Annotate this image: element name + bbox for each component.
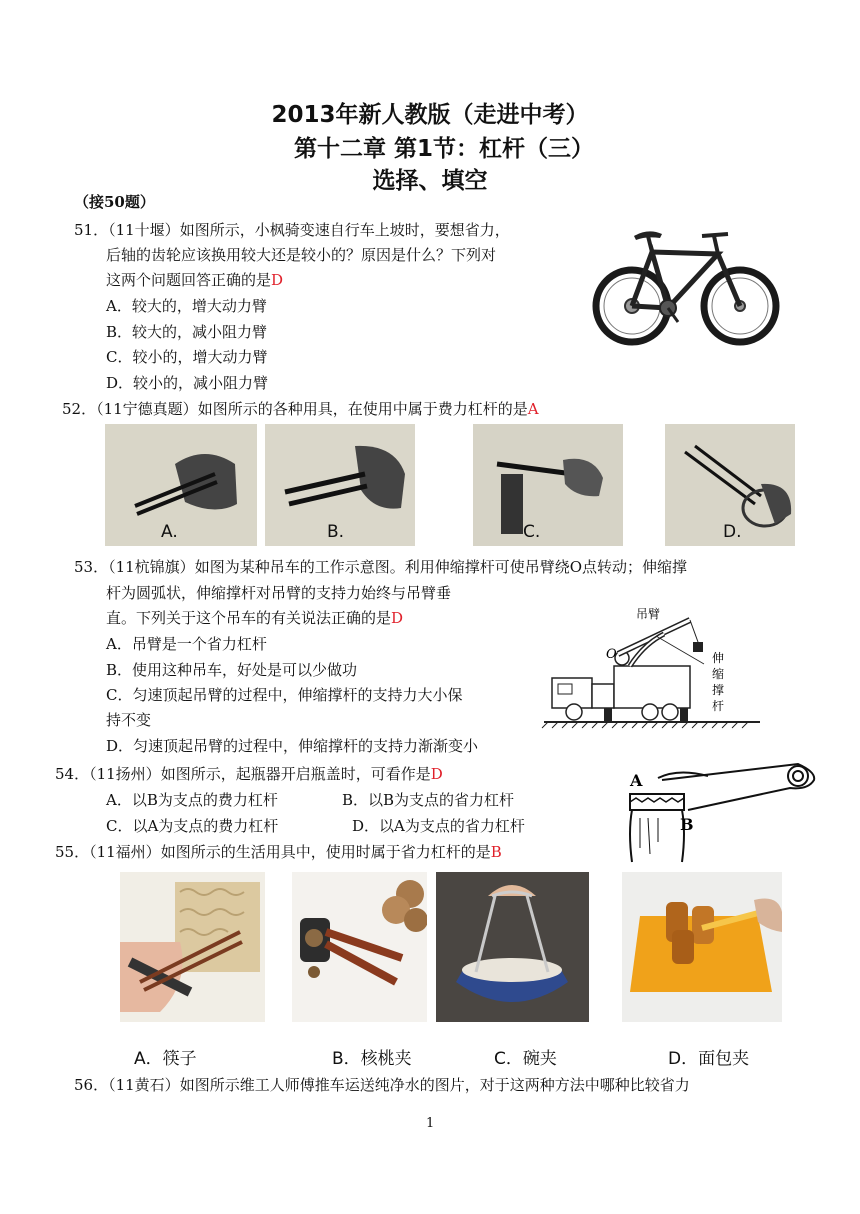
q54-option-d: D．以A为支点的省力杠杆 bbox=[352, 817, 525, 835]
q51-line3 bbox=[106, 270, 283, 290]
crane-strut-label-1: 伸 bbox=[712, 651, 725, 665]
q52-image-a bbox=[105, 424, 257, 546]
q51-option-b: B．较大的，减小阻力臂 bbox=[106, 323, 268, 341]
q54-line1 bbox=[55, 764, 443, 784]
page-number: 1 bbox=[426, 1116, 435, 1131]
crane-arm-label: 吊臂 bbox=[636, 607, 661, 621]
q51-stem-1: 如图所示，小枫骑变速自行车上坡时，要想省力， bbox=[179, 221, 510, 239]
q55-photo-bread-tongs bbox=[622, 872, 782, 1022]
q53-option-c-cont: 持不变 bbox=[106, 711, 152, 729]
crane-strut-label-2: 缩 bbox=[712, 667, 725, 681]
opener-label-a: A bbox=[630, 771, 643, 790]
q56-number: 56． bbox=[74, 1076, 109, 1094]
q53-stem-3: 直。下列关于这个吊车的有关说法正确的是 bbox=[106, 609, 392, 627]
q52-label-d: D. bbox=[723, 522, 742, 542]
bowl-clip-icon bbox=[436, 872, 589, 1022]
q51-option-a: A．较大的，增大动力臂 bbox=[106, 297, 267, 315]
q52-source: （11宁德真题） bbox=[96, 400, 198, 418]
q53-answer: D bbox=[391, 609, 404, 627]
q53-line1 bbox=[74, 557, 687, 577]
continue-note: （接50题） bbox=[74, 193, 155, 211]
q55-photo-nutcracker bbox=[292, 872, 427, 1022]
q53-option-b: B．使用这种吊车，好处是可以少做功 bbox=[106, 661, 358, 679]
q51-number: 51． bbox=[74, 221, 109, 239]
q53-stem-2: 杆为圆弧状，伸缩撑杆对吊臂的支持力始终与吊臂垂 bbox=[106, 584, 452, 602]
q56-line1 bbox=[74, 1075, 690, 1095]
q52-image-b bbox=[265, 424, 415, 546]
bottle-opener-icon bbox=[473, 424, 623, 546]
chopsticks-hand-icon bbox=[105, 424, 257, 546]
crane-diagram bbox=[540, 604, 765, 729]
bottle-opener-diagram bbox=[618, 758, 818, 864]
bicycle-figure bbox=[590, 222, 780, 352]
q51-stem-3: 这两个问题回答正确的是 bbox=[106, 271, 272, 289]
q52-answer: A bbox=[527, 400, 539, 418]
q53-number: 53． bbox=[74, 558, 109, 576]
q52-label-b: B. bbox=[327, 522, 345, 542]
opener-label-b: B bbox=[680, 815, 694, 834]
q52-stem-1: 如图所示的各种用具，在使用中属于费力杠杆的是 bbox=[197, 400, 528, 418]
bread-tongs-icon bbox=[622, 872, 782, 1022]
q53-source: （11杭锦旗） bbox=[108, 558, 195, 576]
q53-option-c: C．匀速顶起吊臂的过程中，伸缩撑杆的支持力大小保 bbox=[106, 686, 463, 704]
q55-photo-chopsticks bbox=[120, 872, 265, 1022]
crane-strut-label-4: 杆 bbox=[712, 699, 725, 713]
q54-answer: D bbox=[430, 765, 443, 783]
q52-image-d bbox=[665, 424, 795, 546]
q52-image-c bbox=[473, 424, 623, 546]
q51-option-c: C．较小的，增大动力臂 bbox=[106, 348, 268, 366]
q52-line1 bbox=[62, 399, 539, 419]
q55-answer: B bbox=[490, 843, 502, 861]
q56-source: （11黄石） bbox=[108, 1076, 180, 1094]
q54-option-c: C．以A为支点的费力杠杆 bbox=[106, 817, 279, 835]
q55-source: （11福州） bbox=[89, 843, 161, 861]
q52-number: 52． bbox=[62, 400, 97, 418]
crane-strut-label-3: 撑 bbox=[712, 683, 725, 697]
q53-option-d: D．匀速顶起吊臂的过程中，伸缩撑杆的支持力渐渐变小 bbox=[106, 737, 479, 755]
chapter-title: 第十二章 第1节：杠杆（三） bbox=[293, 136, 594, 162]
q51-line1 bbox=[74, 220, 510, 240]
chopsticks-noodles-icon bbox=[120, 872, 265, 1022]
q54-option-b: B．以B为支点的省力杠杆 bbox=[342, 791, 515, 809]
q55-line1 bbox=[55, 842, 502, 862]
q55-number: 55． bbox=[55, 843, 90, 861]
nutcracker-icon bbox=[292, 872, 427, 1022]
q51-option-d: D．较小的，减小阻力臂 bbox=[106, 374, 269, 392]
q53-stem-1: 如图为某种吊车的工作示意图。利用伸缩撑杆可使吊臂绕O点转动；伸缩撑 bbox=[194, 558, 687, 576]
q51-source: （11十堰） bbox=[108, 221, 180, 239]
q52-label-a: A. bbox=[161, 522, 178, 542]
q52-label-c: C. bbox=[523, 522, 541, 542]
q55-stem-1: 如图所示的生活用具中，使用时属于省力杠杆的是 bbox=[160, 843, 491, 861]
q55-label-a: A．筷子 bbox=[134, 1049, 197, 1069]
section-subtitle: 选择、填空 bbox=[372, 168, 488, 194]
q53-option-a: A．吊臂是一个省力杠杆 bbox=[106, 635, 267, 653]
q54-option-a: A．以B为支点的费力杠杆 bbox=[106, 791, 278, 809]
q55-photo-bowl-clip bbox=[436, 872, 589, 1022]
q55-label-c: C．碗夹 bbox=[494, 1049, 557, 1069]
q54-number: 54． bbox=[55, 765, 90, 783]
crane-pivot-label: O bbox=[606, 647, 617, 662]
q54-stem-1: 如图所示，起瓶器开启瓶盖时，可看作是 bbox=[160, 765, 431, 783]
q51-stem-2: 后轴的齿轮应该换用较大还是较小的？原因是什么？下列对 bbox=[106, 246, 497, 264]
doc-title: 2013年新人教版（走进中考） bbox=[271, 102, 589, 128]
q54-source: （11扬州） bbox=[89, 765, 161, 783]
q51-answer: D bbox=[271, 271, 284, 289]
q55-label-b: B．核桃夹 bbox=[332, 1049, 412, 1069]
q53-line3 bbox=[106, 608, 403, 628]
q55-label-d: D．面包夹 bbox=[668, 1049, 750, 1069]
q56-stem-1: 如图所示维工人师傅推车运送纯净水的图片，对于这两种方法中哪种比较省力 bbox=[179, 1076, 690, 1094]
